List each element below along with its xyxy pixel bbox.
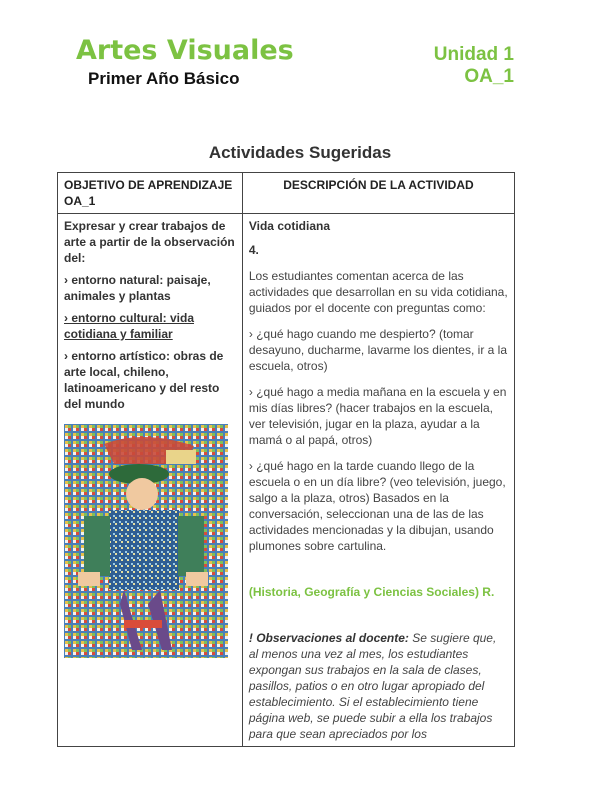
- observations-label: ! Observaciones al docente:: [248, 631, 409, 645]
- teacher-observations: [249, 630, 508, 742]
- table-row: [58, 214, 515, 747]
- child-mosaic-artwork-image: [64, 424, 228, 658]
- objective-column-header: OBJETIVO DE APRENDIZAJE OA_1: [58, 173, 243, 214]
- objective-cell: [58, 214, 243, 747]
- document-header-right: [434, 44, 514, 88]
- objective-intro: Expresar y crear trabajos de arte a partir de la observación del:: [64, 219, 235, 265]
- table-header-row: [58, 173, 515, 214]
- activity-column-header: DESCRIPCIÓN DE LA ACTIVIDAD: [242, 173, 514, 214]
- activity-title: Vida cotidiana: [248, 219, 330, 233]
- objective-item-natural: › entorno natural: paisaje, animales y plantas: [64, 273, 211, 303]
- unit-label: Unidad 1: [433, 44, 514, 65]
- objective-item-cultural: › entorno cultural: vida cotidiana y familiar: [64, 311, 195, 341]
- objective-item-artistic: › entorno artístico: obras de arte local, chileno, latinoamericano y del resto del mundo: [64, 349, 224, 411]
- oa-label: OA_1: [464, 66, 514, 87]
- mosaic-illustration: [64, 424, 228, 658]
- observations-text: Se sugiere que, al menos una vez al mes, los estudiantes expongan sus trabajos en la sala de clases, pasillos, patios o en otro lugar apropiado del establecimiento. Si el establecimiento tiene página web, se puede subir a ella los trabajos para que sean apreciados por los: [248, 631, 497, 741]
- activity-cell: [242, 214, 514, 747]
- grade-title: Primer Año Básico: [88, 69, 240, 88]
- subject-title: Artes Visuales: [76, 35, 294, 66]
- activity-question-afternoon: › ¿qué hago en la tarde cuando llego de la escuela o en un día libre? (veo televisión, juego, salgo a la plaza, otros) Basados en la conversación, seleccionan una de las de las actividades mencionadas y la dibujan, usando plumones sobre cartulina.: [248, 459, 506, 553]
- document-header-left: [76, 34, 294, 90]
- activity-number: 4.: [248, 243, 259, 257]
- cross-curricular-reference: (Historia, Geografía y Ciencias Sociales) R.: [248, 585, 495, 599]
- activity-question-morning: › ¿qué hago cuando me despierto? (tomar desayuno, ducharme, lavarme los dientes, ir a la escuela, otros): [248, 327, 507, 373]
- activity-question-midmorning: › ¿qué hago a media mañana en la escuela y en mis días libres? (hacer trabajos en la escuela, ver televisión, jugar en la plaza, ayudar a la mamá o al papá, otros): [248, 385, 507, 447]
- section-title: Actividades Sugeridas: [208, 143, 392, 162]
- activities-table: [57, 172, 515, 747]
- activity-intro: Los estudiantes comentan acerca de las actividades que desarrollan en su vida cotidiana, guiados por el docente con preguntas como:: [248, 269, 508, 315]
